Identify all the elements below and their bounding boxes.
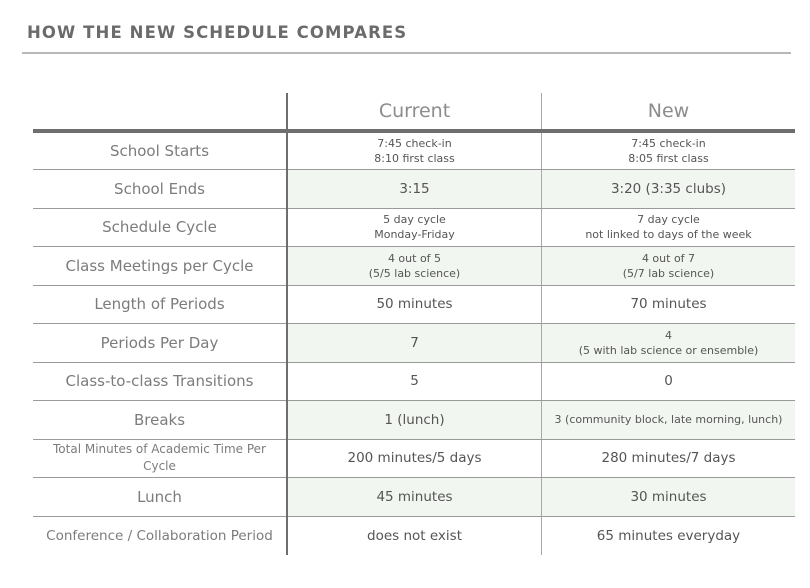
row-label: Class-to-class Transitions [33, 362, 287, 401]
current-value-line: Monday-Friday [374, 228, 455, 242]
current-value [287, 516, 542, 555]
new-value [542, 478, 796, 517]
current-value-line: 8:10 first class [374, 152, 455, 165]
row-label: Class Meetings per Cycle [33, 247, 287, 286]
new-value-line: 70 minutes [630, 296, 707, 313]
new-value-line: (5/7 lab science) [622, 266, 715, 280]
new-value-line: (5 with lab science or ensemble) [578, 343, 759, 357]
table-row [33, 516, 795, 555]
current-value-line: (5/5 lab science) [368, 266, 461, 280]
title-divider [22, 52, 791, 54]
new-value [542, 516, 796, 555]
row-label: Total Minutes of Academic Time Per Cycle [33, 439, 287, 478]
current-value [287, 324, 542, 363]
current-value-line: 7 [410, 334, 419, 351]
current-value-line: 200 minutes/5 days [347, 450, 482, 467]
table-row [33, 131, 795, 170]
new-value-line: 3 (community block, late morning, lunch) [554, 413, 783, 427]
row-label: School Ends [33, 170, 287, 209]
current-value [287, 247, 542, 286]
current-value [287, 170, 542, 209]
table-row [33, 478, 795, 517]
new-value-line: 30 minutes [630, 488, 707, 505]
current-value [287, 362, 542, 401]
row-label: Schedule Cycle [33, 208, 287, 247]
row-label: Periods Per Day [33, 324, 287, 363]
page-title: HOW THE NEW SCHEDULE COMPARES [27, 23, 408, 42]
current-value-line: 3:15 [399, 180, 430, 197]
table-row [33, 324, 795, 363]
current-value [287, 401, 542, 440]
new-value [542, 401, 796, 440]
current-value-line: 4 out of 5 [387, 251, 442, 265]
new-value-line: 280 minutes/7 days [601, 450, 736, 467]
current-value [287, 285, 542, 324]
new-value-line: 7:45 check-in [631, 137, 706, 150]
table-row [33, 247, 795, 286]
table-header-row [33, 93, 795, 131]
schedule-comparison-table [33, 93, 795, 555]
table-row [33, 401, 795, 440]
new-value-line: 65 minutes everyday [596, 527, 741, 544]
table-row [33, 285, 795, 324]
new-value [542, 439, 796, 478]
column-header-new: New [542, 93, 796, 131]
current-value [287, 208, 542, 247]
new-value-line: 8:05 first class [628, 152, 709, 165]
new-value [542, 131, 796, 170]
new-value-line: 7 day cycle [637, 213, 700, 227]
new-value [542, 285, 796, 324]
current-value-line: 5 day cycle [383, 213, 446, 227]
row-label: Conference / Collaboration Period [46, 527, 273, 544]
current-value [287, 478, 542, 517]
new-value [542, 170, 796, 209]
current-value-line: 5 [410, 373, 419, 390]
table-row [33, 208, 795, 247]
new-value [542, 362, 796, 401]
new-value-line: 3:20 (3:35 clubs) [610, 180, 727, 197]
column-header-label [33, 93, 287, 131]
row-label: Length of Periods [33, 285, 287, 324]
current-value-line: 45 minutes [376, 488, 453, 505]
table-row [33, 170, 795, 209]
column-header-current: Current [287, 93, 542, 131]
row-label: Lunch [33, 478, 287, 517]
row-label: Breaks [33, 401, 287, 440]
new-value [542, 324, 796, 363]
current-value-line: 1 (lunch) [384, 411, 445, 428]
current-value [287, 439, 542, 478]
current-value-line: 7:45 check-in [377, 137, 452, 150]
row-label: School Starts [33, 131, 287, 170]
new-value [542, 247, 796, 286]
current-value [287, 131, 542, 170]
table-row [33, 439, 795, 478]
new-value-line: 4 [665, 328, 672, 342]
new-value-line: not linked to days of the week [585, 228, 752, 242]
current-value-line: does not exist [367, 527, 462, 544]
current-value-line: 50 minutes [376, 296, 453, 313]
new-value-line: 4 out of 7 [641, 251, 696, 265]
new-value [542, 208, 796, 247]
table-row [33, 362, 795, 401]
new-value-line: 0 [664, 373, 673, 390]
